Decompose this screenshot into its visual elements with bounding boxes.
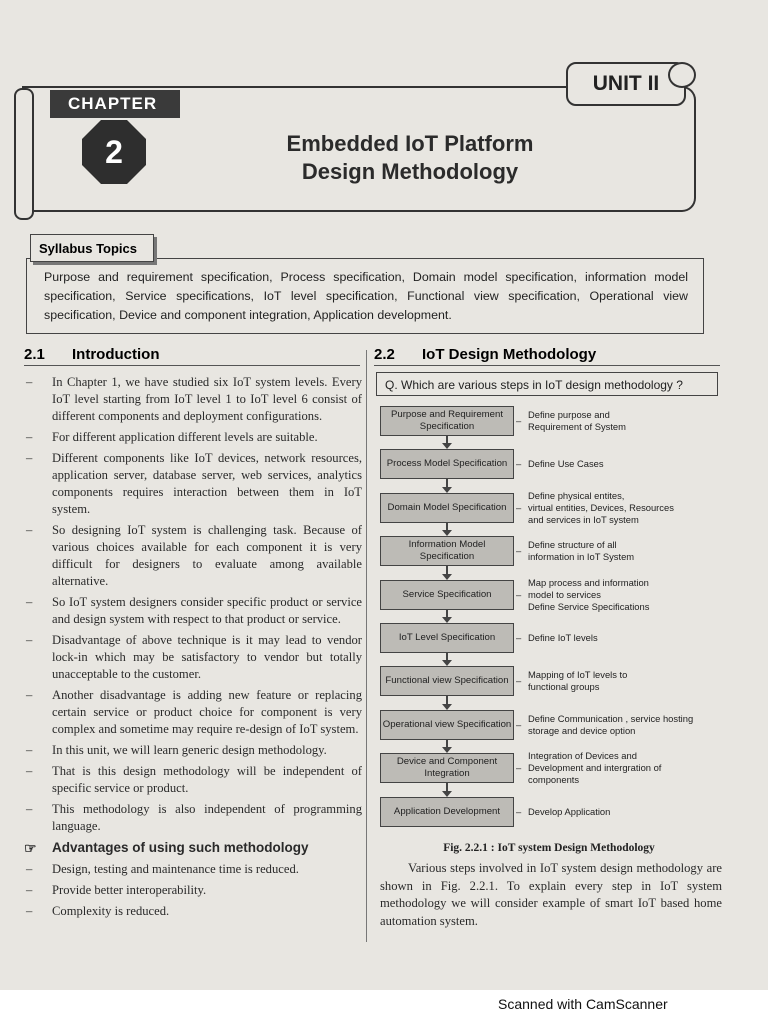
- scroll-curl: [668, 62, 696, 88]
- flow-step-box: Application Development: [380, 797, 514, 827]
- flow-description-line: Mapping of IoT levels to: [528, 669, 628, 681]
- flow-arrow: [446, 610, 448, 618]
- chapter-number-octagon: [82, 120, 146, 184]
- flow-description-line: Develop Application: [528, 805, 611, 817]
- list-item: – Design, testing and maintenance time is reduced.: [26, 862, 299, 876]
- flow-arrow: [446, 783, 448, 791]
- flow-step-description: – Define structure of all information in IoT System: [516, 539, 722, 563]
- flow-description-line: Define Service Specifications: [528, 600, 650, 612]
- section-number: 2.2: [374, 346, 395, 363]
- flow-description-line: and services in IoT system: [528, 513, 639, 525]
- methodology-paragraph: Various steps involved in IoT system design methodology are shown in Fig. 2.2.1. To explain every step in IoT system methodology we will consider example of smart IoT based home automation system.: [380, 861, 722, 928]
- list-item: – For different application different levels are suitable.: [26, 430, 318, 444]
- flow-step-box: Operational view Specification: [380, 710, 514, 740]
- flow-arrow: [446, 523, 448, 531]
- chapter-title: [220, 130, 600, 186]
- flow-step-description: – Integration of Devices and Development and intergration of components: [516, 750, 722, 786]
- flow-description-line: storage and device option: [528, 724, 636, 736]
- flow-arrow: [446, 653, 448, 661]
- flow-step-description: – Develop Application: [516, 806, 722, 818]
- pointing-hand-icon: ☞: [24, 840, 37, 856]
- flow-step-description: – Define physical entites, virtual entities, Devices, Resources and services in IoT system: [516, 490, 722, 526]
- syllabus-text: Purpose and requirement specification, Process specification, Domain model specification, information model specification, Service specifications, IoT level specification, Functional view specification, Operational view specification, Device and component integration, Application development.: [44, 270, 688, 322]
- flow-description-line: Define Use Cases: [528, 458, 604, 470]
- flow-step-description: – Define purpose and Requirement of System: [516, 409, 722, 433]
- flow-description-line: Define physical entites,: [528, 489, 625, 501]
- question-box: Q. Which are various steps in IoT design methodology ?: [376, 372, 718, 396]
- flow-description-line: Define Communication , service hosting: [528, 712, 694, 724]
- chapter-label: CHAPTER: [50, 90, 180, 118]
- section-title: Introduction: [72, 346, 160, 363]
- list-item: – In this unit, we will learn generic design methodology.: [26, 743, 327, 757]
- flow-step-box: Purpose and Requirement Specification: [380, 406, 514, 436]
- flow-step-box: Device and Component Integration: [380, 753, 514, 783]
- flow-step-description: – Define Communication , service hosting storage and device option: [516, 713, 722, 737]
- flow-step-description: – Mapping of IoT levels to functional groups: [516, 669, 722, 693]
- flow-step-description: – Define Use Cases: [516, 458, 722, 470]
- flow-description-line: Map process and information: [528, 576, 649, 588]
- flow-step-box: Information Model Specification: [380, 536, 514, 566]
- flow-arrow: [446, 436, 448, 444]
- flow-description-line: Requirement of System: [528, 421, 626, 432]
- list-item: – So IoT system designers consider specific product or service and design system with respect to that product or service.: [26, 595, 362, 626]
- flow-step-description: – Define IoT levels: [516, 632, 722, 644]
- column-divider: [366, 350, 367, 942]
- unit-label: UNIT II: [592, 72, 660, 95]
- flow-step-box: Process Model Specification: [380, 449, 514, 479]
- section-heading-introduction: [24, 346, 360, 366]
- list-item: – So designing IoT system is challenging task. Because of various choices available for each component it is very difficult for designers to evaluate among available alternative.: [26, 523, 362, 588]
- flow-step-description: – Map process and information model to services Define Service Specifications: [516, 577, 722, 613]
- flow-step-box: Service Specification: [380, 580, 514, 610]
- flow-arrow: [446, 566, 448, 574]
- section-heading-design-methodology: [374, 346, 720, 366]
- flow-description-line: Define purpose and: [528, 409, 610, 420]
- flow-description-line: model to services: [528, 588, 601, 600]
- list-item: – This methodology is also independent of programming language.: [26, 802, 362, 833]
- chapter-title-line1: Embedded IoT Platform: [286, 131, 534, 156]
- chapter-title-line2: Design Methodology: [301, 159, 519, 184]
- flow-arrow: [446, 740, 448, 748]
- scroll-roll: [14, 88, 34, 220]
- flow-description-line: Development and intergration of: [528, 762, 662, 774]
- flow-description-line: Define structure of all: [528, 539, 617, 551]
- list-item: – Another disadvantage is adding new feature or replacing certain service or product choice for component is very complex and sometime may require re-design of IoT system.: [26, 688, 362, 736]
- flow-step-box: Domain Model Specification: [380, 493, 514, 523]
- flow-description-line: Define IoT levels: [528, 632, 598, 643]
- flow-arrow: [446, 479, 448, 487]
- flow-step-box: Functional view Specification: [380, 666, 514, 696]
- figure-caption: Fig. 2.2.1 : IoT system Design Methodology: [443, 842, 655, 854]
- flow-arrow: [446, 696, 448, 704]
- flow-description-line: components: [528, 774, 580, 786]
- flow-description-line: functional groups: [528, 681, 600, 693]
- introduction-list: [24, 374, 362, 924]
- section-number: 2.1: [24, 346, 45, 363]
- list-item: – Disadvantage of above technique is it may lead to vendor lock-in which may be satisfactory to vendor but totally unacceptable to the customer.: [26, 633, 362, 681]
- list-item: – Provide better interoperability.: [26, 883, 207, 897]
- section-title: IoT Design Methodology: [422, 346, 597, 363]
- list-item: – That is this design methodology will be independent of specific service or product.: [26, 764, 362, 795]
- list-item: – Complexity is reduced.: [26, 904, 170, 918]
- chapter-number: 2: [105, 134, 123, 170]
- flow-description-line: information in IoT System: [528, 551, 635, 563]
- flow-step-box: IoT Level Specification: [380, 623, 514, 653]
- scanner-footer: [0, 990, 768, 1024]
- scanner-watermark: Scanned with CamScanner: [498, 996, 668, 1012]
- flow-description-line: Integration of Devices and: [528, 750, 637, 762]
- list-item: – In Chapter 1, we have studied six IoT system levels. Every IoT level starting from IoT level 1 to IoT level 6 consist of different components and deployment configurations.: [26, 375, 362, 423]
- list-item: – Different components like IoT devices, network resources, application server, database server, web services, analytics components requires interaction between them in IoT system.: [26, 451, 362, 516]
- advantages-heading: ☞ Advantages of using such methodology: [24, 840, 309, 856]
- syllabus-label: Syllabus Topics: [30, 234, 154, 262]
- unit-tab: [566, 62, 686, 106]
- flow-description-line: virtual entities, Devices, Resources: [528, 501, 674, 513]
